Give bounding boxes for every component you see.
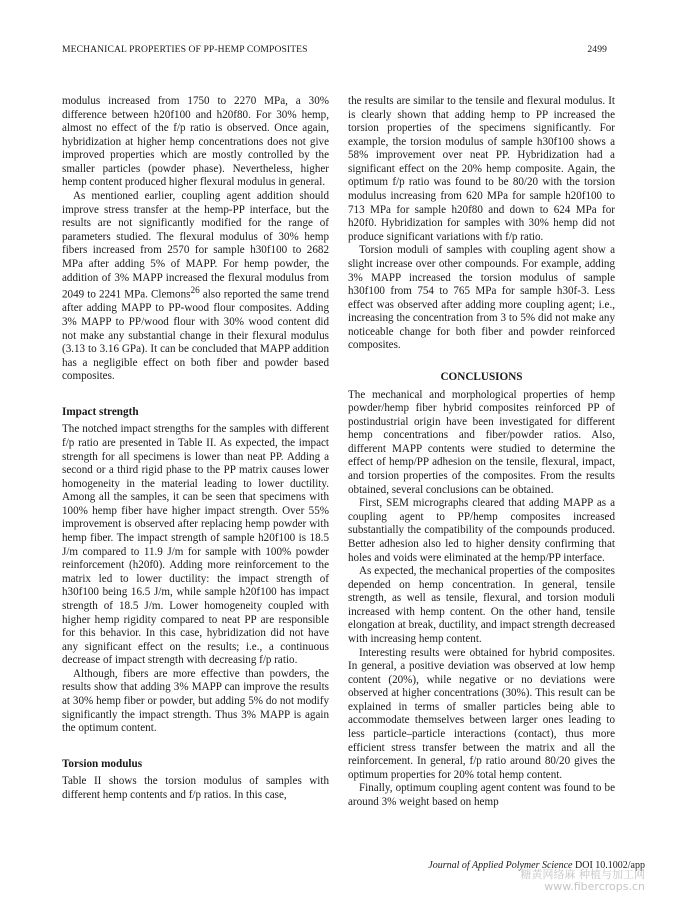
journal-name: Journal of Applied Polymer Science bbox=[428, 860, 573, 871]
reference-superscript: 26 bbox=[190, 286, 200, 297]
watermark bbox=[521, 869, 646, 893]
running-head-title: MECHANICAL PROPERTIES OF PP-HEMP COMPOSITES bbox=[62, 44, 308, 55]
watermark-url: www.fibercrops.cn bbox=[544, 880, 645, 893]
paragraph: Although, fibers are more effective than powders, the results show that adding 3% MAPP can improve the results at 30% hemp fiber or powder, but adding 5% do not modify significantly the impact strength. Thus 3% MAPP is again the optimum content. bbox=[62, 667, 329, 735]
paragraph: The notched impact strengths for the samples with different f/p ratio are presented in Table II. As expected, the impact strength for all specimens is lower than neat PP. Adding a second or a third rigid phase to the PP matrix causes lower homogeneity in the material leading to lower ductility. Among all the samples, it can be seen that specimens with 100% hemp fiber have higher impact strength. Over 55% improvement is observed after replacing hemp powder with hemp fiber. The impact strength of sample h20f100 is 18.5 J/m compared to 11.9 J/m for sample with 100% powder reinforcement (h20f0). Adding more reinforcement to the matrix led to lower ductility: the impact strength of h30f100 being 16.5 J/m, while sample h20f100 has impact strength of 18.5 J/m. Lower homogeneity coupled with higher hemp rigidity compared to neat PP are responsible for this behavior. In this case, hybridization did not have any significant effect on the results; i.e., a continuous decrease of impact strength with decreasing f/p ratio. bbox=[62, 423, 329, 667]
paragraph: modulus increased from 1750 to 2270 MPa, a 30% difference between h20f100 and h20f80. For 30% hemp, almost no effect of the f/p ratio is observed. Once again, hybridization at higher hemp concentrations does not give improved properties which are mostly controlled by the smaller particles (powder phase). Nevertheless, higher hemp content produced higher flexural modulus in general. bbox=[62, 95, 329, 189]
paragraph bbox=[62, 190, 329, 384]
section-heading-conclusions: CONCLUSIONS bbox=[440, 370, 523, 383]
paragraph: The mechanical and morphological properties of hemp powder/hemp fiber hybrid composites reinforced PP of postindustrial origin have been investigated for different hemp concentrations and fiber/powder ratios. Also, different MAPP contents were studied to determine the effect of hemp/PP adhesion on the tensile, flexural, impact, and torsion properties of the composites. From the results obtained, several conclusions can be obtained. bbox=[348, 388, 615, 496]
section-heading-impact-strength: Impact strength bbox=[62, 405, 139, 418]
running-head bbox=[62, 44, 607, 58]
paragraph: Torsion moduli of samples with coupling agent show a slight increase over other compounds. For example, adding 3% MAPP increased the torsion modulus of sample h30f100 from 754 to 765 MPa for sample h30f-3. Less effect was observed after adding more coupling agent; i.e., increasing the concentration from 3 to 5% did not make any noticeable change for both fiber and powder reinforced composites. bbox=[348, 244, 615, 352]
paragraph-text: also reported the same trend after adding MAPP to PP-wood flour composites. Adding 3% MAPP to PP/wood flour with 30% wood content did not make any substantial change in their flexural modulus (3.13 to 3.16 GPa). It can be concluded that MAPP addition has a negligible effect on both fiber and powder based composites. bbox=[62, 288, 329, 383]
paragraph: Table II shows the torsion modulus of samples with different hemp contents and f/p ratios. In this case, bbox=[62, 775, 329, 801]
paragraph: Interesting results were obtained for hybrid composites. In general, a positive deviation was observed at low hemp content (20%), while negative or no deviations were observed at higher concentrations (30%). This result can be explained in terms of smaller particles being able to accommodate themselves between larger ones leading to less particle–particle interactions (contact), thus more efficient stress transfer between the matrix and all the reinforcement. In general, f/p ratio around 80/20 gives the optimum properties for 20% total hemp content. bbox=[348, 646, 615, 781]
paragraph: the results are similar to the tensile and flexural modulus. It is clearly shown that adding hemp to PP increased the torsion properties of the specimens significantly. For example, the torsion modulus of sample h30f100 shows a 58% improvement over neat PP. Hybridization had a significant effect on the 20% hemp composite. Again, the optimum f/p ratio was found to be 80/20 with the torsion modulus increasing from 620 MPa for sample h20f100 to 713 MPa for sample h20f80 and down to 624 MPa for h20f0. Hybridization for samples with 30% hemp did not produce significant variations with f/p ratio. bbox=[348, 95, 615, 243]
paragraph: First, SEM micrographs cleared that adding MAPP as a coupling agent to PP/hemp composites increased substantially the compatibility of the compounds produced. Better adhesion also led to higher density confirming that holes and voids were eliminated at the hemp/PP interface. bbox=[348, 497, 615, 564]
right-column bbox=[348, 95, 615, 809]
paragraph: Finally, optimum coupling agent content was found to be around 3% weight based on hemp bbox=[348, 782, 615, 808]
doi-text: DOI 10.1002/app bbox=[572, 860, 645, 871]
watermark-line-1: 糖黄网络麻 种植与加工网 bbox=[520, 868, 645, 881]
paragraph: As expected, the mechanical properties of the composites depended on hemp concentration. In general, tensile strength, as well as tensile, flexural, and torsion moduli increased with hemp content. On the other hand, tensile elongation at break, ductility, and impact strength decreased with increasing hemp content. bbox=[348, 565, 615, 645]
left-column bbox=[62, 95, 329, 802]
section-heading-torsion-modulus: Torsion modulus bbox=[62, 757, 143, 770]
page-number: 2499 bbox=[587, 44, 607, 55]
paragraph-text: As mentioned earlier, coupling agent addition should improve stress transfer at the hemp-PP interface, but the results are not significantly modified for the range of parameters studied. The flexural modulus of 30% hemp fibers increased from 2570 for sample h30f100 to 2682 MPa after adding 5% of MAPP. For hemp powder, the addition of 3% MAPP increased the flexural modulus from 2049 to 2241 MPa. Clemons bbox=[62, 190, 329, 301]
